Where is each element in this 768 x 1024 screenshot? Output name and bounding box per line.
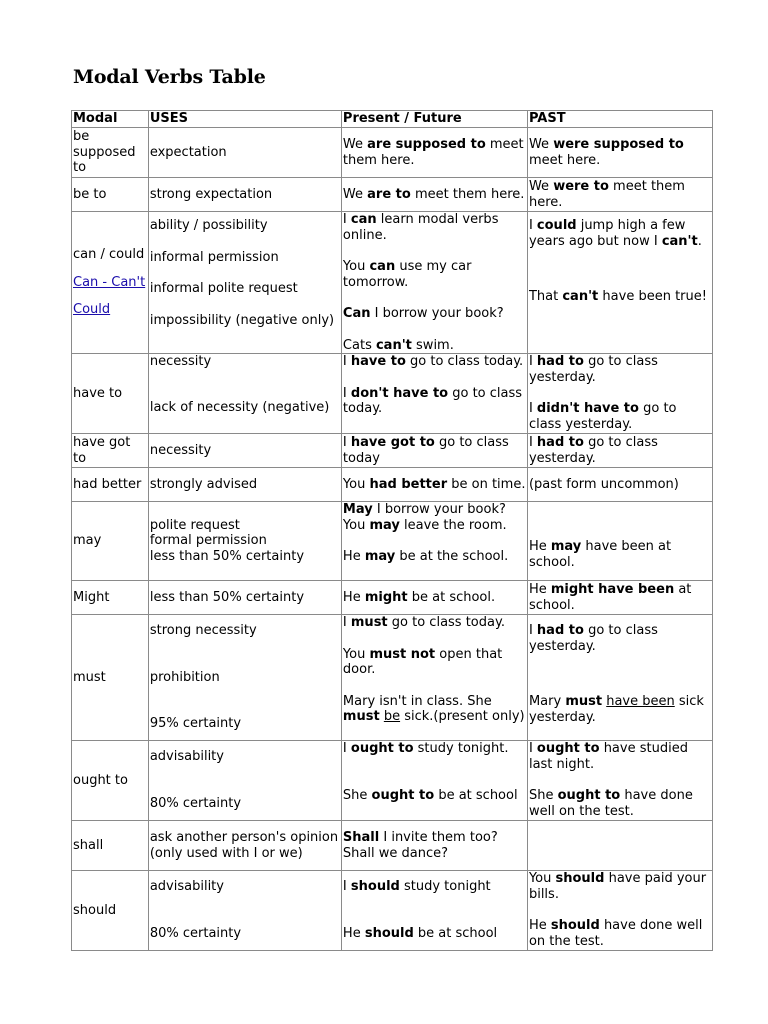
past-cell: We were supposed to meet here. [527,128,712,178]
modal-cell: Might [72,581,149,615]
use-item: strong necessity [149,623,257,638]
modal-cell: be supposed to [72,128,149,178]
present-cell: We are to meet them here. [341,178,527,212]
present-cell [341,741,527,821]
example-sentence: Mary must have been sick yesterday. [528,694,704,725]
table-row [72,502,713,581]
uses-cell: expectation [148,128,341,178]
example-sentence: May I borrow your book? [342,502,506,517]
present-cell: We are supposed to meet them here. [341,128,527,178]
use-item: advisability [149,749,224,764]
table-row [72,741,713,821]
example-sentence: I had to go to class yesterday. [528,354,658,385]
present-cell: You had better be on time. [341,468,527,502]
uses-cell: ask another person's opinion (only used with I or we) [148,821,341,871]
use-item: lack of necessity (negative) [149,399,330,415]
uses-cell: strong expectation [148,178,341,212]
example-sentence: That can't have been true! [528,289,707,304]
uses-cell [148,212,341,354]
table-row [72,581,713,615]
use-item: 80% certainty [149,795,242,811]
past-cell: He may have been at school. [527,502,712,581]
uses-cell: necessity [148,434,341,468]
example-sentence: I don't have to go to class today. [342,385,523,416]
uses-cell [148,741,341,821]
example-sentence: I can learn modal verbs online. [342,212,499,243]
example-sentence: I must go to class today. [342,615,505,630]
use-item: prohibition [149,669,220,685]
example-sentence: I ought to have studied last night. [528,741,688,772]
past-cell [527,871,712,951]
could-link[interactable]: Could [73,302,111,318]
present-cell [341,354,527,434]
present-cell [341,871,527,951]
table-row [72,821,713,871]
example-sentence: Shall we dance? [342,845,449,861]
use-item: advisability [149,879,224,894]
example-sentence: He may be at the school. [342,549,509,564]
use-item: necessity [149,354,212,369]
past-cell: We were to meet them here. [527,178,712,212]
table-row [72,434,713,468]
past-cell: I had to go to class yesterday. [527,434,712,468]
uses-cell [148,615,341,741]
past-cell [527,212,712,354]
modal-cell: have got to [72,434,149,468]
example-sentence: You may leave the room. [342,517,507,533]
example-sentence: Cats can't swim. [342,337,454,353]
present-cell [341,821,527,871]
table-header-row [72,111,713,128]
use-item: informal permission [149,249,279,265]
present-cell [341,502,527,581]
modal-cell: had better [72,468,149,502]
page-title: Modal Verbs Table [73,66,266,88]
example-sentence: You must not open that door. [342,646,503,677]
modal-cell: must [72,615,149,741]
present-cell [341,615,527,741]
example-sentence: I didn't have to go to class yesterday. [528,401,677,432]
table-row [72,212,713,354]
example-sentence: He should be at school [342,925,498,941]
header-modal: Modal [72,111,149,128]
modal-cell: be to [72,178,149,212]
past-cell: He might have been at school. [527,581,712,615]
past-cell [527,615,712,741]
use-item: formal permission [149,533,267,549]
use-item: impossibility (negative only) [149,312,335,328]
example-sentence: I ought to study tonight. [342,741,509,756]
past-cell: (past form uncommon) [527,468,712,502]
example-sentence: Mary isn't in class. She must be sick.(present only) [342,693,525,724]
modal-cell: should [72,871,149,951]
table-row [72,354,713,434]
use-item: ability / possibility [149,218,268,233]
table-row [72,615,713,741]
example-sentence: She ought to have done well on the test. [528,788,693,819]
table-row [72,178,713,212]
example-sentence: She ought to be at school [342,787,518,803]
example-sentence: Shall I invite them too? [342,830,498,845]
past-cell [527,821,712,871]
header-uses: USES [148,111,341,128]
modal-label: can / could [73,247,145,263]
uses-cell [148,502,341,581]
header-present-future: Present / Future [341,111,527,128]
modal-cell: may [72,502,149,581]
present-cell: He might be at school. [341,581,527,615]
modal-cell: have to [72,354,149,434]
table-row [72,871,713,951]
example-sentence: I had to go to class yesterday. [528,623,658,654]
present-cell [341,212,527,354]
use-item: polite request [149,517,240,533]
table-row [72,468,713,502]
table-row [72,128,713,178]
example-sentence: You should have paid your bills. [528,871,707,902]
example-sentence: He should have done well on the test. [528,918,703,949]
uses-cell: strongly advised [148,468,341,502]
modal-cell: shall [72,821,149,871]
past-cell [527,354,712,434]
header-past: PAST [527,111,712,128]
example-sentence: Can I borrow your book? [342,306,504,321]
example-sentence: I should study tonight [342,879,491,894]
can-cant-link[interactable]: Can - Can't [73,274,146,290]
modal-cell [72,212,149,354]
uses-cell [148,871,341,951]
use-item: less than 50% certainty [149,548,305,564]
modal-cell: ought to [72,741,149,821]
uses-cell: less than 50% certainty [148,581,341,615]
past-cell [527,741,712,821]
example-sentence: You can use my car tomorrow. [342,259,472,290]
present-cell: I have got to go to class today [341,434,527,468]
modal-verbs-table [71,110,713,951]
use-item: informal polite request [149,281,298,296]
example-sentence: I have to go to class today. [342,354,524,369]
uses-cell [148,354,341,434]
use-item: 80% certainty [149,925,242,941]
example-sentence: I could jump high a few years ago but now I can't. [528,218,702,249]
use-item: 95% certainty [149,716,242,731]
